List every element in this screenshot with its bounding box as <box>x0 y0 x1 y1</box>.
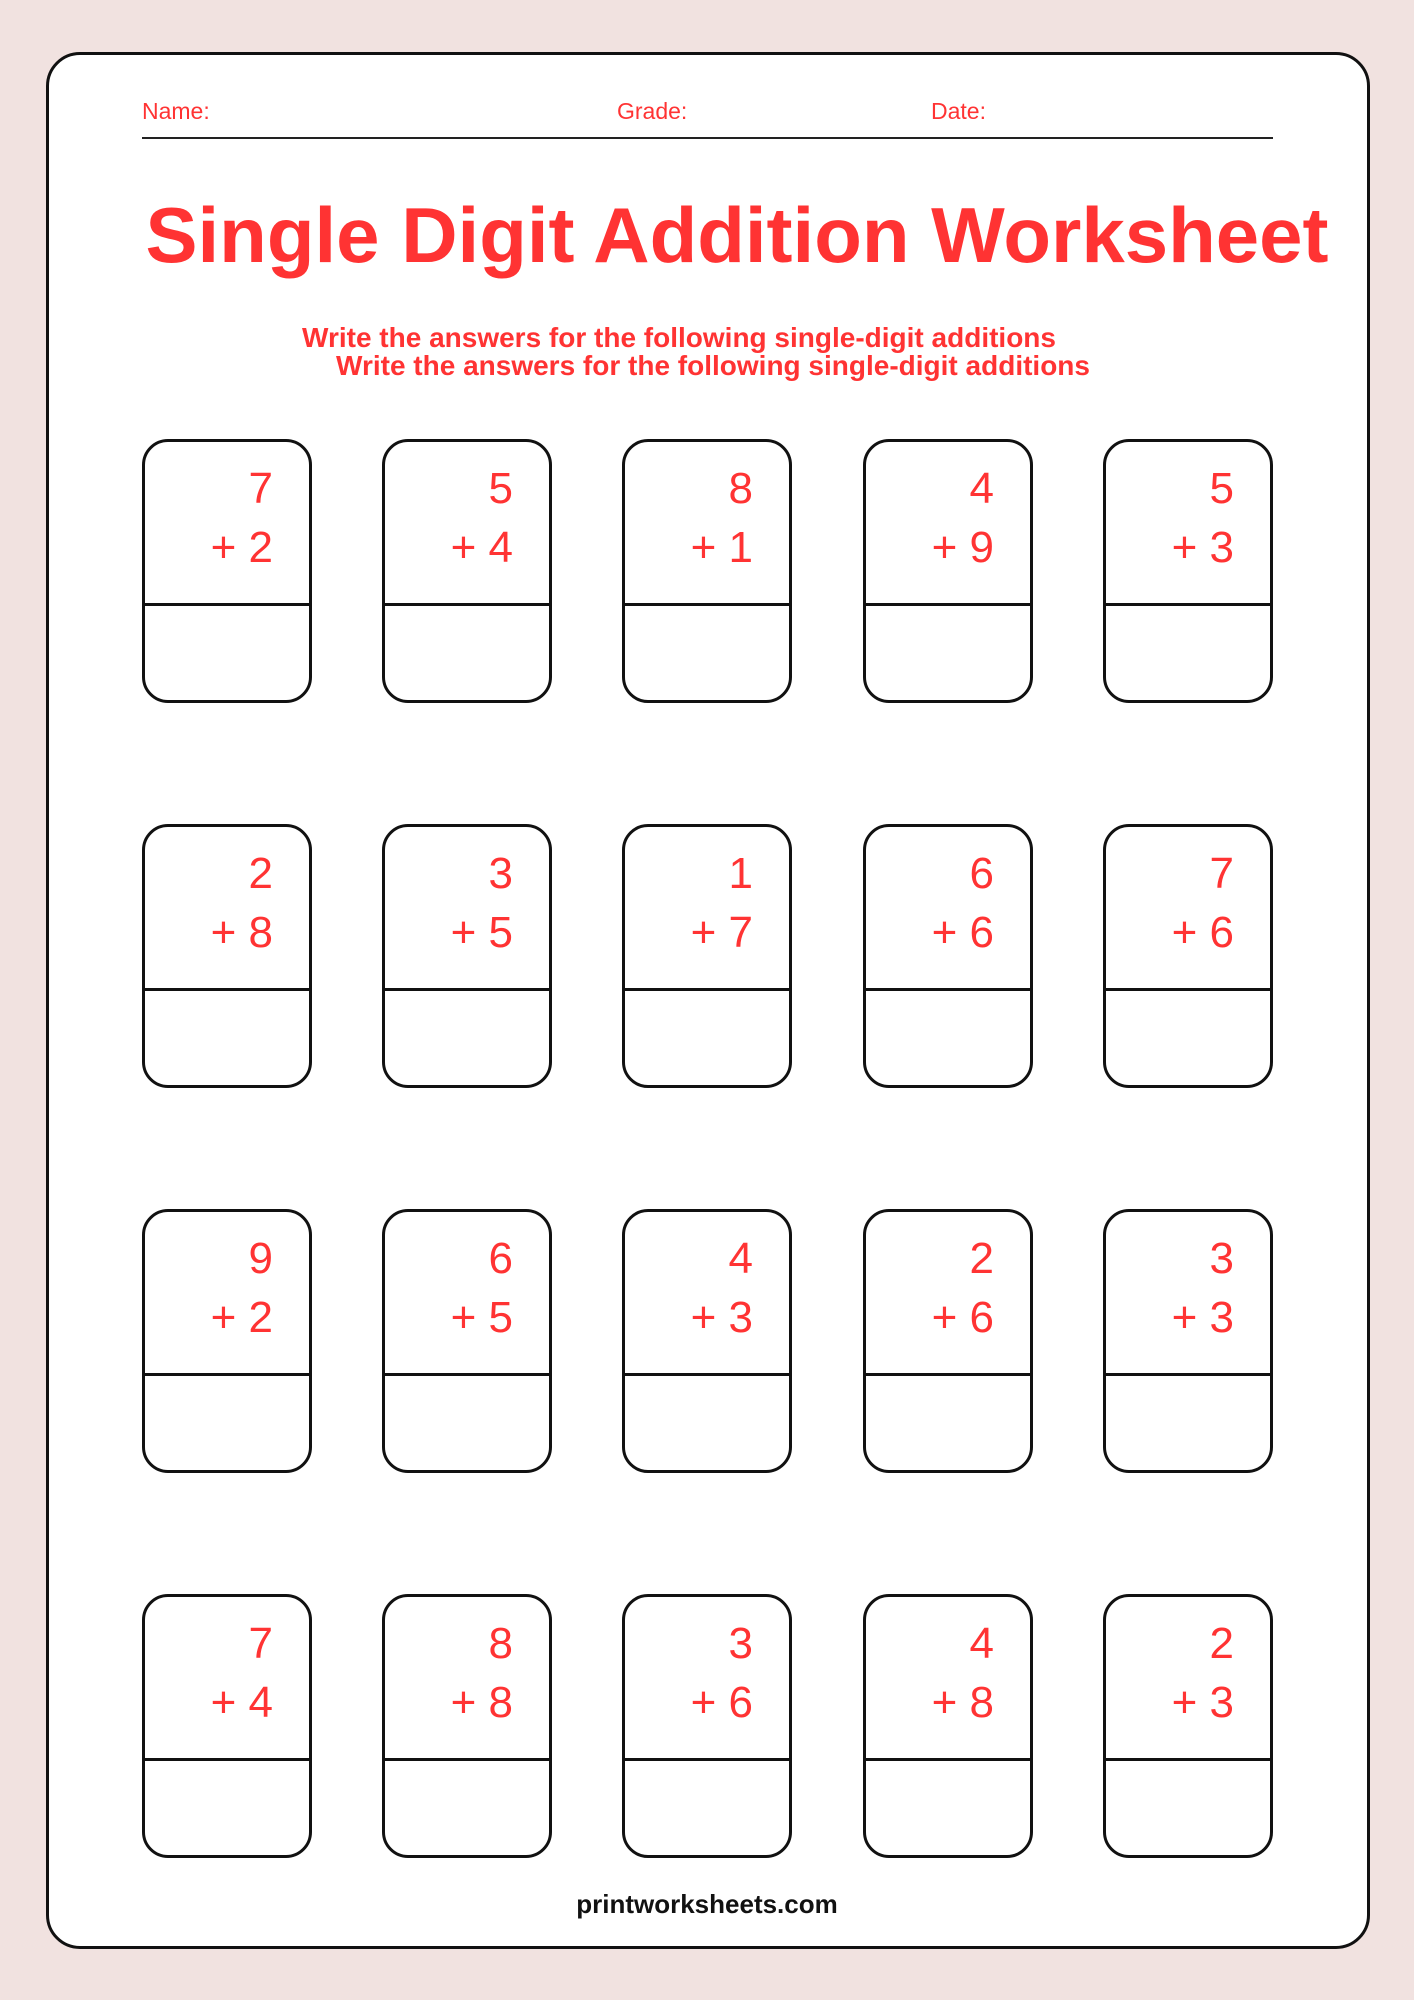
addend-top: 5 <box>488 464 513 513</box>
addend-top: 7 <box>248 1619 273 1668</box>
addend-bottom: + 6 <box>1171 908 1234 957</box>
answer-area[interactable] <box>385 991 549 1085</box>
addend-top: 2 <box>248 849 273 898</box>
problem-card <box>1103 1594 1273 1858</box>
addend-top: 8 <box>728 464 753 513</box>
addend-bottom: + 8 <box>450 1678 513 1727</box>
answer-area[interactable] <box>625 1761 789 1855</box>
addend-top: 1 <box>728 849 753 898</box>
answer-area[interactable] <box>1106 1761 1270 1855</box>
addend-bottom: + 6 <box>690 1678 753 1727</box>
addend-top: 2 <box>1209 1619 1234 1668</box>
answer-area[interactable] <box>866 1761 1030 1855</box>
answer-area[interactable] <box>385 606 549 700</box>
problem-card <box>622 1209 792 1473</box>
addend-bottom: + 3 <box>1171 1678 1234 1727</box>
problem-card <box>142 1209 312 1473</box>
problem-card <box>142 1594 312 1858</box>
addend-top: 3 <box>1209 1234 1234 1283</box>
problem-card <box>622 439 792 703</box>
addend-top: 7 <box>1209 849 1234 898</box>
answer-area[interactable] <box>1106 1376 1270 1470</box>
addend-top: 6 <box>969 849 994 898</box>
grade-label: Grade: <box>617 98 688 124</box>
addend-bottom: + 6 <box>931 908 994 957</box>
addend-bottom: + 3 <box>690 1293 753 1342</box>
addend-top: 6 <box>488 1234 513 1283</box>
answer-area[interactable] <box>866 1376 1030 1470</box>
addend-bottom: + 2 <box>210 1293 273 1342</box>
addend-bottom: + 3 <box>1171 523 1234 572</box>
date-label: Date: <box>931 98 986 124</box>
answer-area[interactable] <box>866 991 1030 1085</box>
problem-card <box>1103 824 1273 1088</box>
addend-top: 7 <box>248 464 273 513</box>
problem-card <box>863 439 1033 703</box>
instructions-line-2: Write the answers for the following single-digit additions <box>336 350 1090 381</box>
addend-top: 5 <box>1209 464 1234 513</box>
problem-card <box>863 1594 1033 1858</box>
answer-area[interactable] <box>145 1761 309 1855</box>
instructions-line-1: Write the answers for the following single-digit additions <box>302 322 1056 353</box>
problem-card <box>622 824 792 1088</box>
problem-card <box>382 824 552 1088</box>
addend-top: 4 <box>728 1234 753 1283</box>
footer-site: printworksheets.com <box>576 1889 838 1919</box>
problem-card <box>863 1209 1033 1473</box>
problem-card <box>142 824 312 1088</box>
addend-top: 3 <box>728 1619 753 1668</box>
header-line <box>142 137 1273 139</box>
answer-area[interactable] <box>866 606 1030 700</box>
problem-card <box>382 1209 552 1473</box>
addend-bottom: + 5 <box>450 908 513 957</box>
addend-bottom: + 7 <box>690 908 753 957</box>
addend-bottom: + 8 <box>210 908 273 957</box>
addend-bottom: + 8 <box>931 1678 994 1727</box>
addend-top: 3 <box>488 849 513 898</box>
answer-area[interactable] <box>145 1376 309 1470</box>
problem-card <box>1103 439 1273 703</box>
addend-top: 8 <box>488 1619 513 1668</box>
addend-bottom: + 4 <box>450 523 513 572</box>
addend-bottom: + 2 <box>210 523 273 572</box>
problem-card <box>1103 1209 1273 1473</box>
addend-top: 9 <box>248 1234 273 1283</box>
addend-bottom: + 6 <box>931 1293 994 1342</box>
answer-area[interactable] <box>625 606 789 700</box>
name-label: Name: <box>142 98 210 124</box>
answer-area[interactable] <box>385 1376 549 1470</box>
answer-area[interactable] <box>145 606 309 700</box>
problem-card <box>382 439 552 703</box>
addend-bottom: + 4 <box>210 1678 273 1727</box>
problem-card <box>622 1594 792 1858</box>
problem-card <box>863 824 1033 1088</box>
answer-area[interactable] <box>1106 606 1270 700</box>
addend-bottom: + 9 <box>931 523 994 572</box>
addend-top: 4 <box>969 464 994 513</box>
answer-area[interactable] <box>625 991 789 1085</box>
page-title: Single Digit Addition Worksheet <box>145 191 1329 279</box>
answer-area[interactable] <box>1106 991 1270 1085</box>
addend-bottom: + 5 <box>450 1293 513 1342</box>
answer-area[interactable] <box>625 1376 789 1470</box>
addend-top: 4 <box>969 1619 994 1668</box>
addend-bottom: + 3 <box>1171 1293 1234 1342</box>
answer-area[interactable] <box>145 991 309 1085</box>
addend-top: 2 <box>969 1234 994 1283</box>
problem-card <box>142 439 312 703</box>
addend-bottom: + 1 <box>690 523 753 572</box>
problem-card <box>382 1594 552 1858</box>
answer-area[interactable] <box>385 1761 549 1855</box>
